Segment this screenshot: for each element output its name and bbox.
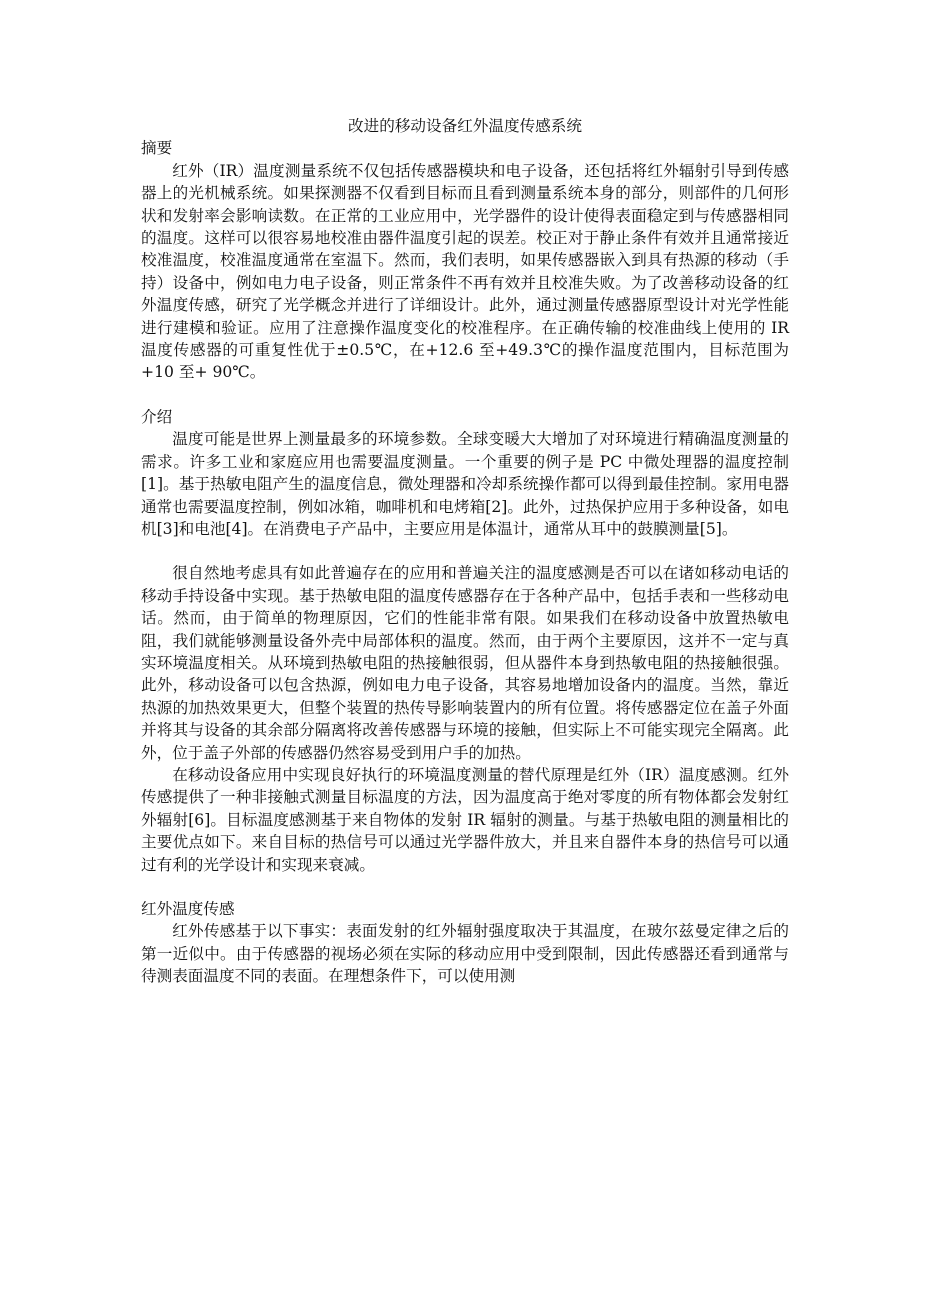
- intro-heading: 介绍: [141, 407, 173, 426]
- abstract-heading: 摘要: [141, 139, 173, 158]
- section-spacer-2: [141, 876, 789, 898]
- document-title: 改进的移动设备红外温度传感系统: [348, 117, 582, 135]
- document-page: [141, 115, 789, 988]
- intro-paragraph-3: 在移动设备应用中实现良好执行的环境温度测量的替代原理是红外（IR）温度感测。红外传感提供了一种非接触式测量目标温度的方法，因为温度高于绝对零度的所有物体都会发射红外辐射[6]。目标温度感测基于来自物体的发射 IR 辐射的测量。与基于热敏电阻的测量相比的主要优点如下。来自目标的热信号可以通过光学器件放大，并且来自器件本身的热信号可以通过有利的光学设计和实现来衰减。: [141, 765, 789, 874]
- intro-paragraph-1: 温度可能是世界上测量最多的环境参数。全球变暖大大增加了对环境进行精确温度测量的需求。许多工业和家庭应用也需要温度测量。一个重要的例子是 PC 中微处理器的温度控制[1]。基于热敏电阻产生的温度信息，微处理器和冷却系统操作都可以得到最佳控制。家用电器通常也需要温度控制，例如冰箱，咖啡机和电烤箱[2]。此外，过热保护应用于多种设备，如电机[3]和电池[4]。在消费电子产品中，主要应用是体温计，通常从耳中的鼓膜测量[5]。: [141, 430, 789, 538]
- paragraph-spacer: [141, 540, 789, 562]
- ir-sensing-paragraph-1: 红外传感基于以下事实：表面发射的红外辐射强度取决于其温度，在玻尔兹曼定律之后的第一近似中。由于传感器的视场必须在实际的移动应用中受到限制，因此传感器还看到通常与待测表面温度不同的表面。在理想条件下，可以使用测: [141, 922, 789, 986]
- intro-paragraph-2: 很自然地考虑具有如此普遍存在的应用和普遍关注的温度感测是否可以在诸如移动电话的移动手持设备中实现。基于热敏电阻的温度传感器存在于各种产品中，包括手表和一些移动电话。然而，由于简单的物理原因，它们的性能非常有限。如果我们在移动设备中放置热敏电阻，我们就能够测量设备外壳中局部体积的温度。然而，由于两个主要原因，这并不一定与真实环境温度相关。从环境到热敏电阻的热接触很弱，但从器件本身到热敏电阻的热接触很强。此外，移动设备可以包含热源，例如电力电子设备，其容易地增加设备内的温度。当然，靠近热源的加热效果更大，但整个装置的热传导影响装置内的所有位置。将传感器定位在盖子外面并将其与设备的其余部分隔离将改善传感器与环境的接触，但实际上不可能实现完全隔离。此外，位于盖子外部的传感器仍然容易受到用户手的加热。: [141, 564, 789, 762]
- ir-sensing-heading: 红外温度传感: [141, 900, 235, 918]
- abstract-paragraph: 红外（IR）温度测量系统不仅包括传感器模块和电子设备，还包括将红外辐射引导到传感器上的光机械系统。如果探测器不仅看到目标而且看到测量系统本身的部分，则部件的几何形状和发射率会影响读数。在正常的工业应用中，光学器件的设计使得表面稳定到与传感器相同的温度。这样可以很容易地校准由器件温度引起的误差。校正对于静止条件有效并且通常接近校准温度，校准温度通常在室温下。然而，我们表明，如果传感器嵌入到具有热源的移动（手持）设备中，例如电力电子设备，则正常条件不再有效并且校准失败。为了改善移动设备的红外温度传感，研究了光学概念并进行了详细设计。此外，通过测量传感器原型设计对光学性能进行建模和验证。应用了注意操作温度变化的校准程序。在正确传输的校准曲线上使用的 IR 温度传感器的可重复性优于±0.5℃，在+12.6 至+49.3℃的操作温度范围内，目标范围为+10 至+ 90℃。: [141, 161, 789, 382]
- section-spacer: [141, 384, 789, 406]
